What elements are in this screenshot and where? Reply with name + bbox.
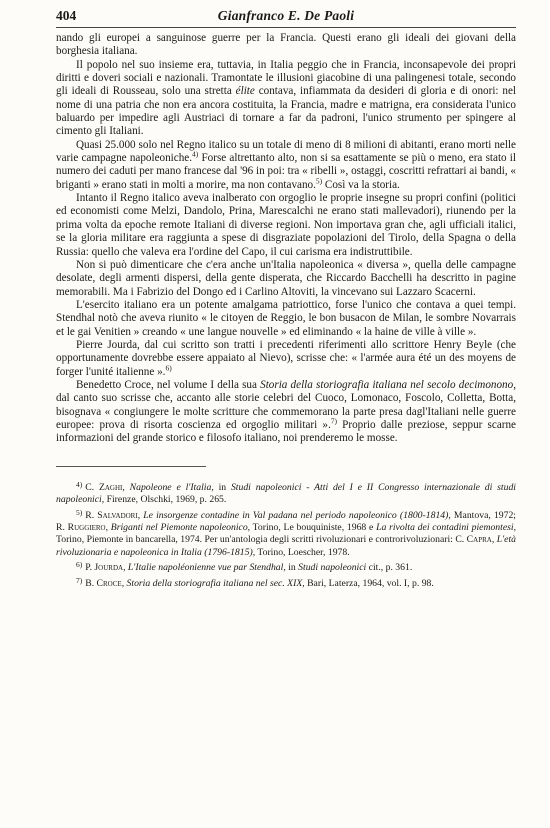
footnote-ref-6[interactable]: 6) bbox=[165, 362, 172, 372]
paragraph-1: nando gli europei a sanguinose guerre per la Francia. Questi erano gli ideali dei giovani della borghesia italiana. bbox=[56, 32, 516, 58]
page-header bbox=[56, 8, 516, 28]
paragraph-6: L'esercito italiano era un potente amalgama patriottico, forse l'unico che contava a quei tempi. Stendhal notò che aveva riunito « le citoyen de Reggio, le bon busacon de Milan, le sombre Novarrais et le gai Venitien » creando « une langue nouvelle » ed eliminando « la haine de ville à ville ». bbox=[56, 298, 516, 338]
italic-elite: élite bbox=[235, 85, 255, 98]
footnote-7: $^{7)}$ B. Croce, Storia della storiografia italiana nel sec. XIX, Bari, Laterza, 1964, vol. I, p. 98. bbox=[76, 575, 434, 589]
page-number: 404 bbox=[56, 8, 77, 23]
running-head: Gianfranco E. De Paoli bbox=[217, 8, 355, 23]
footnote-rule bbox=[56, 466, 206, 467]
footnote-5: $^{5)}$ R. Salvadori, Le insorgenze contadine in Val padana nel periodo napoleonico (1800-1814), Mantova, 1972; R. Ruggiero, Briganti nel Piemonte napoleonico, Torino, Le bouquiniste, 1968 e La rivolta dei contadini piemontesi, Torino, Piemonte in bancarella, 1974. Per un'antologia degli scritti rivoluzionari e controrivoluzionari: C. Capra, L'età rivoluzionaria e napoleonica in Italia (1796-1815), Torino, Loescher, 1978. bbox=[56, 507, 517, 558]
paragraph-3: Quasi 25.000 solo nel Regno italico su un totale di meno di 8 milioni di abitanti, erano morti nelle varie campagne napoleoniche.$^{4)}$ Forse altrettanto alto, non si sa esattamente se più o meno, era stato il numero dei caduti per mano francese dal '96 in poi: tra « ribelli », ostaggi, coscritti refrattari ai bandi, « briganti » erano stati in molti a morire, ma non contavano.$^{5)}$ Così va la storia. bbox=[56, 138, 517, 191]
footnotes bbox=[56, 479, 516, 591]
paragraph-7: Pierre Jourda, dal cui scritto son tratti i precedenti riferimenti allo scrittore Henry Beyle (che opportunamente dovrebbe essere appaiato al Nievo), scrisse che: « l'armée aura été un des moyens de forger l'unité italienne ».$^{6)}$ bbox=[56, 338, 516, 378]
italic-croce-title: Storia della storiografia italiana nel secolo decimonono bbox=[260, 378, 514, 391]
paragraph-8: Benedetto Croce, nel volume I della sua Storia della storiografia italiana nel secolo decimonono, dal canto suo scrisse che, accanto alle storie celebri del Cuoco, Lomonaco, Foscolo, Colletta, Botta, bisognava « congiungere le molte scritture che commemorano la parte presa dagl'Italiani nelle guerre europee: prova di risorta coscienza ed orgoglio militari ».$^{7)}$ Proprio dalle preziose, seppur scarne informazioni del grande storico e filosofo italiano, noi prenderemo le mosse. bbox=[56, 378, 516, 445]
footnote-ref-7[interactable]: 7) bbox=[330, 416, 337, 426]
paragraph-5: Non si può dimenticare che c'era anche un'Italia napoleonica « diversa », quella delle campagne desolate, degli armenti dispersi, della gente disperata, che Riccardo Bacchelli ha descritto in pagine memorabili. Ma i Fabrizio del Dongo ed i Carlino Altoviti, la vincevano sui Lazzaro Scacerni. bbox=[56, 258, 516, 298]
paragraph-2: Il popolo nel suo insieme era, tuttavia, in Italia peggio che in Francia, inconsapevole dei propri diritti e doveri sociali e nazionali. Tramontate le illusioni giacobine di una palingenesi totale, secondo gli ideali di Rousseau, solo una stretta élite contava, infiammata da desideri di gloria e di onori: nel nome di una patria che non era ancora costituita, la Francia, madre e matrigna, era considerata l'unico baluardo per impedire agli Austriaci di tornare a far da padroni, l'unico strumento per spingere al cimento gli Italiani. bbox=[56, 58, 516, 138]
footnote-ref-5[interactable]: 5) bbox=[315, 176, 323, 186]
paragraph-4: Intanto il Regno italico aveva inalberato con orgoglio le proprie insegne su propri confini (politici ed economisti come Melzi, Dandolo, Prina, Marescalchi ne erano stati mallevadori), riunendo per la prima volta da epoche remote Italiani di diverse regioni. Non importava gran che, agli ufficiali italici, se la gloria militare era raggiunta a spese di disgraziate popolazioni del Tirolo, della Spagna o della Russia: quello che valeva era l'ordine del Capo, il cui carisma era indistruttibile. bbox=[56, 192, 516, 258]
footnote-6: $^{6)}$ P. Jourda, L'Italie napoléonienne vue par Stendhal, in Studi napoleonici cit., p. 361. bbox=[76, 560, 413, 574]
footnote-ref-4[interactable]: 4) bbox=[192, 149, 199, 159]
main-text bbox=[56, 32, 516, 446]
footnote-4: $^{4)}$ C. Zaghi, Napoleone e l'Italia, in Studi napoleonici - Atti del I e II Congresso internazionale di studi napoleonici, Firenze, Olschki, 1969, p. 265. bbox=[56, 479, 516, 506]
